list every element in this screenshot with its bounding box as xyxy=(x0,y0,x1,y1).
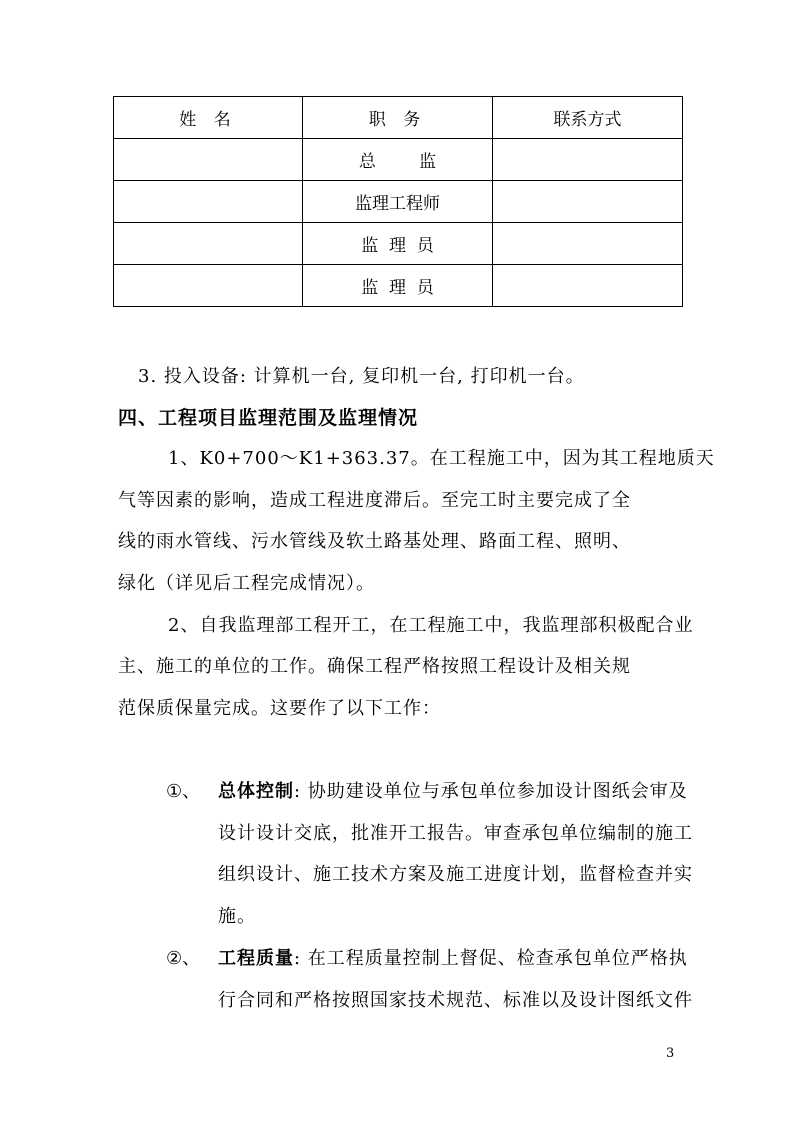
equipment-line: 3. 投入设备: 计算机一台, 复印机一台, 打印机一台。 xyxy=(138,366,585,387)
cell-position: 总 监 xyxy=(303,139,493,181)
header-position: 职 务 xyxy=(303,97,493,139)
cell-name xyxy=(114,265,303,307)
para1-line-3: 线的雨水管线、污水管线及软土路基处理、路面工程、照明、 xyxy=(118,531,631,552)
item1-marker: ①、 xyxy=(166,781,201,802)
item1-label: 总体控制 xyxy=(218,781,294,802)
para2-line-2: 主、施工的单位的工作。确保工程严格按照工程设计及相关规 xyxy=(118,656,631,677)
table-row xyxy=(114,181,683,223)
cell-contact xyxy=(493,265,683,307)
cell-position: 监 理 员 xyxy=(303,265,493,307)
item2-line-1 xyxy=(218,944,688,970)
cell-contact xyxy=(493,181,683,223)
cell-name xyxy=(114,139,303,181)
cell-name xyxy=(114,181,303,223)
table-row xyxy=(114,139,683,181)
item2-marker: ②、 xyxy=(166,948,201,969)
para1-line-4: 绿化（详见后工程完成情况）。 xyxy=(118,573,375,594)
table-row xyxy=(114,223,683,265)
item1-line-1 xyxy=(218,777,688,803)
item1-line-1-text: : 协助建设单位与承包单位参加设计图纸会审及 xyxy=(294,781,688,802)
header-contact: 联系方式 xyxy=(493,97,683,139)
staff-contact-table xyxy=(113,96,683,307)
cell-name xyxy=(114,223,303,265)
page-number: 3 xyxy=(666,1046,675,1061)
item1-line-3: 组织设计、施工技术方案及施工进度计划，监督检查并实 xyxy=(218,864,693,885)
item2-line-1-text: : 在工程质量控制上督促、检查承包单位严格执 xyxy=(294,948,688,969)
item1-line-4: 施。 xyxy=(218,906,256,927)
section-heading: 四、工程项目监理范围及监理情况 xyxy=(118,407,419,429)
cell-contact xyxy=(493,139,683,181)
table-row xyxy=(114,265,683,307)
para1-line-1: 1、K0+700～K1+363.37。在工程施工中，因为其工程地质天 xyxy=(168,448,715,469)
table-header-row xyxy=(114,97,683,139)
cell-position: 监 理 员 xyxy=(303,223,493,265)
header-name: 姓 名 xyxy=(114,97,303,139)
para2-line-1: 2、自我监理部工程开工，在工程施工中，我监理部积极配合业 xyxy=(168,615,694,636)
item2-line-2: 行合同和严格按照国家技术规范、标准以及设计图纸文件 xyxy=(218,990,693,1011)
para2-line-3: 范保质保量完成。这要作了以下工作： xyxy=(118,698,441,719)
item2-label: 工程质量 xyxy=(218,948,294,969)
item1-line-2: 设计设计交底，批准开工报告。审查承包单位编制的施工 xyxy=(218,823,693,844)
cell-contact xyxy=(493,223,683,265)
cell-position: 监理工程师 xyxy=(303,181,493,223)
para1-line-2: 气等因素的影响，造成工程进度滞后。至完工时主要完成了全 xyxy=(118,490,631,511)
